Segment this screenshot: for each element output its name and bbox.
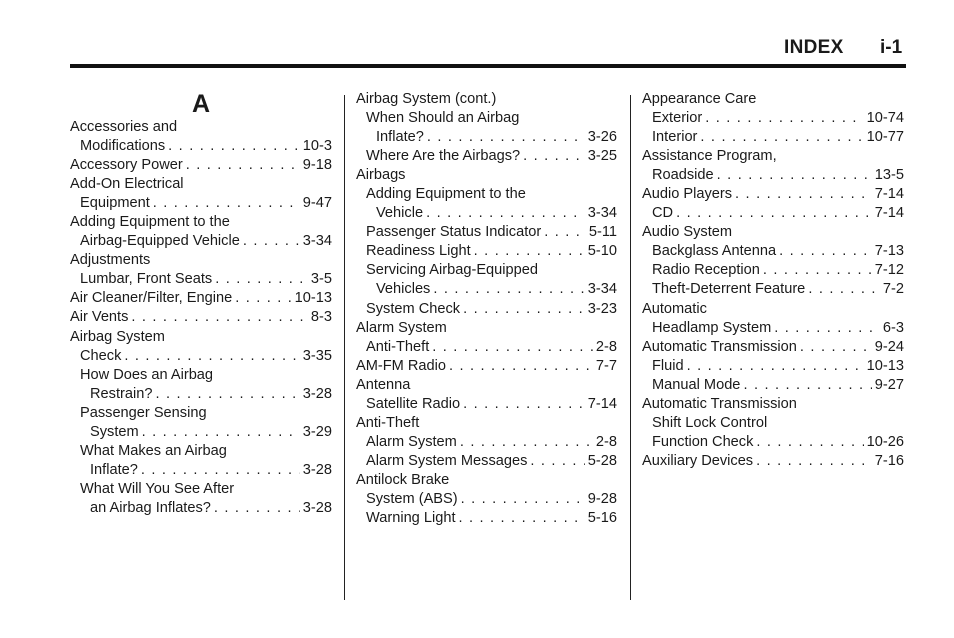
index-term: Alarm System Messages <box>366 452 528 469</box>
index-entry <box>642 185 904 204</box>
index-term: How Does an Airbag <box>80 366 214 383</box>
index-entry <box>642 166 904 185</box>
index-entry <box>70 442 332 461</box>
page-reference: 3-23 <box>587 300 617 317</box>
page-reference: 3-34 <box>587 281 617 298</box>
index-term: Inflate? <box>90 461 138 478</box>
page-reference: 3-5 <box>310 271 332 288</box>
dot-leader <box>463 300 585 319</box>
index-term: Audio System <box>642 224 733 241</box>
dot-leader <box>155 385 299 404</box>
page-reference: 7-2 <box>882 281 904 298</box>
index-term: Add-On Electrical <box>70 176 184 193</box>
page-reference: 9-47 <box>302 195 332 212</box>
page-reference: 10-13 <box>866 357 904 374</box>
page-reference: 3-28 <box>302 499 332 516</box>
index-entry <box>356 490 617 509</box>
dot-leader <box>243 232 300 251</box>
dot-leader <box>461 490 585 509</box>
dot-leader <box>700 128 863 147</box>
page-reference: 5-11 <box>588 224 617 241</box>
dot-leader <box>705 109 863 128</box>
index-entry <box>70 385 332 404</box>
index-term: Warning Light <box>366 510 456 527</box>
index-entry <box>70 232 332 251</box>
index-term: Anti-Theft <box>366 338 430 355</box>
index-term: Shift Lock Control <box>652 414 768 431</box>
column-divider <box>630 95 631 600</box>
index-term: Fluid <box>652 357 684 374</box>
index-entry <box>642 395 904 414</box>
index-term: Satellite Radio <box>366 395 461 412</box>
dot-leader <box>460 433 593 452</box>
index-entry <box>70 137 332 156</box>
index-term: an Airbag Inflates? <box>90 499 211 516</box>
index-entry <box>70 175 332 194</box>
index-entry <box>70 194 332 213</box>
dot-leader <box>131 308 308 327</box>
index-entry <box>356 376 617 395</box>
page-reference: 5-28 <box>587 452 617 469</box>
index-term: Vehicle <box>376 205 424 222</box>
dot-leader <box>808 280 880 299</box>
index-entry <box>356 319 617 338</box>
index-entry <box>642 147 904 166</box>
page-reference: 10-13 <box>294 290 332 307</box>
index-entry <box>70 499 332 518</box>
index-term: What Will You See After <box>80 480 235 497</box>
dot-leader <box>474 242 585 261</box>
page-reference: 7-12 <box>874 262 904 279</box>
index-entry <box>70 404 332 423</box>
column-divider <box>344 95 345 600</box>
page-reference: 7-7 <box>595 357 617 374</box>
dot-leader <box>735 185 872 204</box>
index-entry <box>70 118 332 137</box>
index-entry <box>642 319 904 338</box>
page-reference: 3-29 <box>302 423 332 440</box>
dot-leader <box>449 357 593 376</box>
index-term: Roadside <box>652 167 714 184</box>
index-term: Automatic Transmission <box>642 338 797 355</box>
index-term: AM-FM Radio <box>356 357 447 374</box>
dot-leader <box>186 156 300 175</box>
dot-leader <box>530 452 584 471</box>
index-term: Exterior <box>652 110 703 127</box>
index-entry <box>642 300 904 319</box>
index-term: Passenger Sensing <box>80 404 207 421</box>
index-entry <box>356 280 617 299</box>
index-term: Adjustments <box>70 252 151 269</box>
index-term: When Should an Airbag <box>366 110 520 127</box>
index-term: Lumbar, Front Seats <box>80 271 213 288</box>
index-entry <box>70 213 332 232</box>
index-column-2 <box>356 90 617 528</box>
dot-leader <box>235 289 291 308</box>
index-entry <box>642 338 904 357</box>
page-reference: 10-3 <box>302 138 332 155</box>
index-entry <box>70 461 332 480</box>
dot-leader <box>141 461 300 480</box>
index-term: Vehicles <box>376 281 431 298</box>
index-term: Alarm System <box>356 319 447 336</box>
index-term: Headlamp System <box>652 319 772 336</box>
dot-leader <box>763 261 872 280</box>
index-term: What Makes an Airbag <box>80 442 227 459</box>
index-entry <box>642 223 904 242</box>
page-reference: 6-3 <box>882 319 904 336</box>
page-header-title: INDEX <box>784 37 844 58</box>
dot-leader <box>153 194 300 213</box>
index-entry <box>642 452 904 471</box>
index-term: Modifications <box>80 138 166 155</box>
index-entry <box>642 433 904 452</box>
dot-leader <box>687 357 864 376</box>
index-term: Airbag System (cont.) <box>356 91 497 107</box>
dot-leader <box>774 319 880 338</box>
dot-leader <box>432 338 593 357</box>
index-term: Radio Reception <box>652 262 760 279</box>
page-reference: 9-24 <box>874 338 904 355</box>
index-entry <box>356 300 617 319</box>
index-term: System <box>90 423 139 440</box>
index-entry <box>642 90 904 109</box>
index-entry <box>356 109 617 128</box>
index-term: Restrain? <box>90 385 153 402</box>
index-term: Air Vents <box>70 309 129 326</box>
page-reference: 3-34 <box>587 205 617 222</box>
index-term: Adding Equipment to the <box>366 186 526 203</box>
index-entry <box>356 166 617 185</box>
index-entry <box>356 185 617 204</box>
index-term: Air Cleaner/Filter, Engine <box>70 290 233 307</box>
section-letter: A <box>191 90 211 118</box>
index-term: Anti-Theft <box>356 414 420 431</box>
page-reference: 5-10 <box>587 243 617 260</box>
index-term: Airbags <box>356 167 406 184</box>
index-term: Audio Players <box>642 186 733 203</box>
page-reference: 2-8 <box>595 338 617 355</box>
page-reference: 7-14 <box>874 205 904 222</box>
dot-leader <box>427 128 585 147</box>
dot-leader <box>426 204 585 223</box>
page-reference: 13-5 <box>874 167 904 184</box>
index-entry <box>642 242 904 261</box>
index-entry <box>356 338 617 357</box>
index-column-3 <box>642 90 904 471</box>
index-entry <box>70 156 332 175</box>
index-term: Assistance Program, <box>642 148 777 165</box>
index-entry <box>642 376 904 395</box>
page-reference: 3-28 <box>302 461 332 478</box>
index-term: Accessory Power <box>70 157 183 174</box>
index-entry <box>70 251 332 270</box>
index-entry <box>70 328 332 347</box>
dot-leader <box>779 242 872 261</box>
index-term: Antenna <box>356 376 411 393</box>
dot-leader <box>743 376 871 395</box>
index-entry <box>70 270 332 289</box>
header-rule <box>70 64 906 68</box>
index-term: System (ABS) <box>366 490 458 507</box>
index-term: Where Are the Airbags? <box>366 148 521 165</box>
dot-leader <box>214 499 300 518</box>
index-entry <box>356 414 617 433</box>
dot-leader <box>459 509 585 528</box>
index-term: Auxiliary Devices <box>642 452 754 469</box>
index-term: Airbag System <box>70 328 165 345</box>
page-reference: 9-28 <box>587 490 617 507</box>
page-reference: 8-3 <box>310 309 332 326</box>
index-entry <box>356 128 617 147</box>
index-term: System Check <box>366 300 461 317</box>
index-term: Alarm System <box>366 433 457 450</box>
index-entry <box>356 242 617 261</box>
index-term: Backglass Antenna <box>652 243 777 260</box>
page-reference: 3-28 <box>302 385 332 402</box>
dot-leader <box>676 204 872 223</box>
index-term: Inflate? <box>376 129 424 146</box>
page-reference: 9-18 <box>302 157 332 174</box>
index-term: Accessories and <box>70 119 178 135</box>
index-term: Function Check <box>652 433 754 450</box>
index-term: Theft-Deterrent Feature <box>652 281 806 298</box>
page-reference: 7-13 <box>874 243 904 260</box>
index-entry <box>356 204 617 223</box>
index-entry <box>356 395 617 414</box>
page-reference: 5-16 <box>587 510 617 527</box>
page-reference: 10-77 <box>866 129 904 146</box>
index-entry <box>70 308 332 327</box>
index-entry <box>70 480 332 499</box>
index-term: Airbag-Equipped Vehicle <box>80 233 240 250</box>
index-term: Automatic Transmission <box>642 395 797 412</box>
dot-leader <box>215 270 308 289</box>
index-entry <box>642 414 904 433</box>
dot-leader <box>463 395 585 414</box>
index-entry <box>70 289 332 308</box>
index-term: Passenger Status Indicator <box>366 224 542 241</box>
index-entry <box>356 471 617 490</box>
index-entry <box>70 366 332 385</box>
index-term: Manual Mode <box>652 376 741 393</box>
index-entry <box>356 261 617 280</box>
index-term: Antilock Brake <box>356 471 450 488</box>
index-entry <box>356 433 617 452</box>
index-entry <box>642 109 904 128</box>
dot-leader <box>756 452 872 471</box>
page-reference: 3-25 <box>587 148 617 165</box>
page-reference: 3-34 <box>302 233 332 250</box>
index-entry <box>642 128 904 147</box>
index-term: Adding Equipment to the <box>70 214 230 231</box>
dot-leader <box>756 433 863 452</box>
index-term: Check <box>80 347 122 364</box>
dot-leader <box>717 166 872 185</box>
index-term: CD <box>652 205 674 222</box>
index-entry <box>642 204 904 223</box>
index-entry <box>642 357 904 376</box>
index-entry <box>642 261 904 280</box>
index-term: Equipment <box>80 195 150 212</box>
page-reference: 10-26 <box>866 433 904 450</box>
index-column-1 <box>70 90 332 518</box>
index-entry <box>70 347 332 366</box>
index-term: Servicing Airbag-Equipped <box>366 262 538 279</box>
page-reference: 10-74 <box>866 110 904 127</box>
dot-leader <box>124 347 299 366</box>
index-entry <box>356 509 617 528</box>
index-term: Automatic <box>642 300 707 317</box>
index-term: Appearance Care <box>642 91 757 107</box>
page-number: i-1 <box>880 37 903 58</box>
index-entry <box>356 147 617 166</box>
page-reference: 7-14 <box>587 395 617 412</box>
page-reference: 3-35 <box>302 347 332 364</box>
dot-leader <box>523 147 585 166</box>
dot-leader <box>168 137 300 156</box>
index-entry <box>356 90 617 109</box>
index-entry <box>642 280 904 299</box>
index-term: Readiness Light <box>366 243 471 260</box>
index-entry <box>356 357 617 376</box>
page-reference: 9-27 <box>874 376 904 393</box>
dot-leader <box>800 338 872 357</box>
index-entry <box>356 223 617 242</box>
page-reference: 2-8 <box>595 433 617 450</box>
dot-leader <box>433 280 584 299</box>
dot-leader <box>544 223 586 242</box>
index-term: Interior <box>652 129 698 146</box>
page-reference: 3-26 <box>587 129 617 146</box>
index-entry <box>356 452 617 471</box>
page-reference: 7-14 <box>874 186 904 203</box>
page-reference: 7-16 <box>874 452 904 469</box>
dot-leader <box>142 423 300 442</box>
index-entry <box>70 423 332 442</box>
